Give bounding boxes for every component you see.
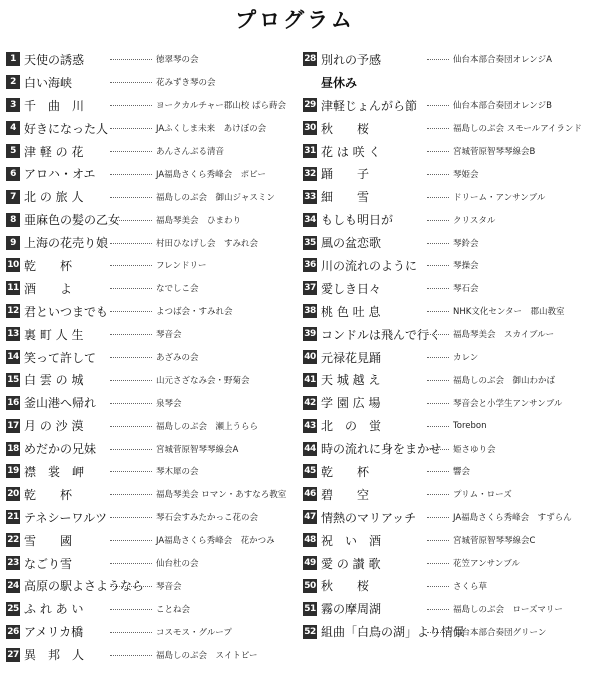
performer-group: カレン (453, 353, 479, 364)
song-title: 霧の摩周湖 (321, 602, 382, 617)
program-number-badge: 7 (6, 190, 20, 204)
song-title: 月 の 沙 漠 (24, 419, 84, 434)
program-item (6, 185, 296, 208)
dot-leader (427, 288, 449, 289)
dot-leader (110, 449, 152, 450)
dot-leader (110, 632, 152, 633)
program-number-badge: 31 (304, 146, 316, 156)
dot-leader (110, 311, 152, 312)
dot-leader (110, 220, 152, 221)
program-item (6, 529, 296, 552)
performer-group: 花みずき琴の会 (156, 78, 216, 89)
program-number-badge: 26 (7, 626, 19, 637)
program-list-left (6, 48, 296, 666)
dot-leader (427, 403, 449, 404)
song-title: アロハ・オエ (24, 167, 96, 182)
song-title: 津軽じょんがら節 (321, 98, 418, 113)
program-number-badge: 36 (304, 260, 316, 271)
song-title: 乾 杯 (24, 487, 73, 502)
program-number-badge: 8 (6, 213, 20, 227)
dot-leader (427, 265, 449, 266)
dot-leader (427, 334, 449, 335)
program-number-badge: 5 (6, 144, 20, 158)
program-number-badge: 41 (304, 374, 316, 385)
dot-leader (110, 265, 152, 266)
song-title: めだかの兄妹 (24, 442, 97, 457)
program-number-badge: 48 (304, 535, 316, 546)
dot-leader (427, 220, 449, 221)
program-item (6, 620, 296, 643)
dot-leader (427, 128, 449, 129)
program-number-badge: 42 (304, 397, 316, 408)
program-item (303, 368, 587, 391)
song-title: 秋 桜 (321, 121, 370, 136)
song-title: 祝 い 酒 (321, 533, 382, 548)
song-title: 襟 裳 岬 (24, 464, 85, 479)
program-item (6, 346, 296, 369)
dot-leader (427, 174, 449, 175)
program-number-badge: 10 (7, 260, 19, 271)
program-item (6, 94, 296, 117)
program-item (303, 254, 587, 277)
program-number-badge: 33 (304, 191, 316, 202)
song-title: 北 の 旅 人 (24, 190, 84, 205)
song-title: 秋 桜 (321, 579, 370, 594)
program-item (303, 162, 587, 185)
program-item (6, 460, 296, 483)
song-title: 笑って許して (24, 350, 97, 365)
performer-group: 琴音会 (156, 581, 182, 592)
song-title: アメリカ橋 (24, 625, 84, 640)
dot-leader (427, 517, 449, 518)
dot-leader (110, 471, 152, 472)
program-number-badge: 6 (6, 167, 20, 181)
dot-leader (110, 128, 152, 129)
program-item (6, 414, 296, 437)
program-item (303, 231, 587, 254)
program-number-badge: 15 (7, 374, 19, 385)
performer-group: JA福島さくら秀峰会 ポピー (156, 169, 266, 180)
program-number-badge: 1 (6, 52, 20, 66)
song-title: 雪 國 (24, 533, 73, 548)
performer-group: よつば会・すみれ会 (156, 307, 233, 318)
program-number-badge: 37 (304, 283, 316, 294)
program-item (6, 483, 296, 506)
song-title: 上海の花売り娘 (24, 236, 109, 251)
song-title: 花 は 咲 く (321, 144, 381, 159)
performer-group: 山元さざなみ会・野菊会 (156, 375, 250, 386)
program-item (6, 231, 296, 254)
program-item (303, 437, 587, 460)
program-number-badge: 43 (304, 420, 316, 431)
program-number-badge: 50 (304, 580, 316, 591)
song-title: 情熱のマリアッチ (321, 510, 417, 525)
dot-leader (110, 334, 152, 335)
song-title: 碧 空 (321, 487, 370, 502)
dot-leader (427, 59, 449, 60)
song-title: 天使の誘惑 (24, 52, 85, 67)
song-title: 愛しき日々 (321, 281, 382, 296)
song-title: 桃 色 吐 息 (321, 304, 381, 319)
performer-group: ドリーム・アンサンブル (453, 192, 546, 203)
program-item (6, 323, 296, 346)
song-title: 細 雪 (321, 190, 370, 205)
song-title: 異 邦 人 (24, 648, 85, 663)
performer-group: 福島琴美会 ロマン・あすなろ教室 (156, 490, 287, 501)
performer-group: 琴木犀の会 (156, 467, 199, 478)
performer-group: 村田ひなげし会 すみれ会 (156, 238, 259, 249)
performer-group: 琴鈴会 (453, 238, 479, 249)
dot-leader (110, 151, 152, 152)
program-item (303, 94, 587, 117)
performer-group: ヨークカルチャー郡山校 ぱら蒔会 (156, 101, 286, 112)
song-title: 亜麻色の髪の乙女 (24, 213, 121, 228)
program-number-badge: 32 (304, 168, 316, 179)
performer-group: 琴石会すみたかっこ花の会 (156, 513, 259, 524)
performer-group: あざみの会 (156, 353, 199, 364)
dot-leader (427, 540, 449, 541)
program-number-badge: 28 (304, 54, 316, 65)
program-item (6, 506, 296, 529)
program-number-badge: 34 (304, 214, 316, 225)
dot-leader (110, 288, 152, 289)
program-item (303, 117, 587, 140)
performer-group: 姫さゆり会 (453, 444, 496, 455)
program-number-badge: 27 (7, 649, 19, 660)
performer-group: 泉琴会 (156, 398, 182, 409)
program-number-badge: 20 (7, 489, 19, 500)
program-list-right (303, 48, 587, 643)
program-number-badge: 35 (304, 237, 316, 248)
song-title: 学 園 広 場 (321, 396, 381, 411)
song-title: 白 雲 の 城 (24, 373, 84, 388)
dot-leader (110, 197, 152, 198)
program-item (6, 117, 296, 140)
program-number-badge: 44 (304, 443, 316, 454)
program-item (6, 574, 296, 597)
song-title: 風の盆恋歌 (321, 236, 382, 251)
program-number-badge: 22 (7, 535, 19, 546)
dot-leader (110, 243, 152, 244)
dot-leader (427, 632, 449, 633)
dot-leader (110, 82, 152, 83)
performer-group: 福島しのぶ会 瀬上うらら (156, 421, 259, 432)
program-item (6, 48, 296, 71)
dot-leader (427, 151, 449, 152)
performer-group: JA福島さくら秀峰会 すずらん (453, 513, 572, 524)
program-number-badge: 49 (304, 558, 316, 569)
dot-leader (110, 563, 152, 564)
performer-group: あんさんぶる清音 (156, 147, 225, 157)
song-title: 乾 杯 (24, 258, 73, 273)
dot-leader (427, 449, 449, 450)
performer-group: 琴姫会 (453, 169, 479, 180)
lunch-break-label: 昼休み (321, 75, 358, 90)
dot-leader (110, 59, 152, 60)
program-item (6, 277, 296, 300)
performer-group: 響会 (453, 467, 471, 478)
song-title: 別れの予感 (321, 52, 382, 67)
performer-group: 仙台本部合奏団オレンジA (453, 55, 552, 66)
dot-leader (427, 243, 449, 244)
dot-leader (110, 105, 152, 106)
program-number-badge: 51 (304, 603, 316, 614)
dot-leader (427, 426, 449, 427)
program-number-badge: 24 (7, 580, 19, 591)
dot-leader (427, 563, 449, 564)
program-number-badge: 19 (7, 466, 19, 477)
performer-group: 仙台本部合奏団オレンジB (453, 101, 552, 112)
performer-group: プリム・ローズ (453, 490, 512, 501)
performer-group: 徳翠琴の会 (156, 55, 199, 66)
program-number-badge: 18 (7, 443, 19, 454)
program-item (6, 368, 296, 391)
song-title: 時の流れに身をまかせ (321, 442, 442, 457)
program-item (6, 391, 296, 414)
dot-leader (427, 494, 449, 495)
program-number-badge: 23 (7, 558, 19, 569)
performer-group: コスモス・グループ (156, 627, 232, 638)
song-title: コンドルは飛んで行く (321, 327, 442, 342)
dot-leader (427, 609, 449, 610)
performer-group: さくら草 (453, 581, 488, 592)
program-number-badge: 47 (304, 512, 316, 523)
performer-group: 仙台本部合奏団グリーン (453, 627, 547, 638)
program-item (6, 162, 296, 185)
program-item (6, 71, 296, 94)
song-title: テネシーワルツ (24, 510, 108, 525)
program-item (303, 620, 587, 643)
program-number-badge: 2 (6, 75, 20, 89)
dot-leader (427, 197, 449, 198)
performer-group: クリスタル (453, 215, 496, 226)
song-title: 白い海峡 (24, 75, 73, 90)
dot-leader (427, 105, 449, 106)
performer-group: 福島琴美会 スカイブルー (453, 330, 555, 341)
performer-group: ことね会 (156, 604, 191, 615)
song-title: ふ れ あ い (24, 602, 84, 617)
program-number-badge: 3 (6, 98, 20, 112)
program-item (303, 506, 587, 529)
song-title: 組曲「白鳥の湖」より情景 (321, 625, 466, 640)
program-item (303, 48, 587, 71)
performer-group: 福島しのぶ会 スイトピー (156, 650, 258, 661)
program-item (303, 552, 587, 575)
program-item (6, 208, 296, 231)
performer-group: 福島しのぶ会 御山わかば (453, 375, 556, 386)
song-title: 天 城 越 え (321, 373, 381, 388)
program-number-badge: 25 (7, 603, 19, 614)
song-title: 北 の 蛍 (321, 419, 382, 434)
performer-group: 琴操会 (453, 261, 479, 272)
song-title: なごり雪 (24, 556, 73, 571)
dot-leader (110, 517, 152, 518)
song-title: 裏 町 人 生 (24, 327, 84, 342)
performer-group: NHK文化センター 郡山教室 (453, 307, 565, 318)
program-number-badge: 12 (7, 306, 19, 317)
performer-group: 仙台杜の会 (156, 559, 199, 570)
program-number-badge: 21 (7, 512, 19, 523)
program-item (303, 414, 587, 437)
performer-group: 琴音会 (156, 330, 182, 341)
program-item (6, 254, 296, 277)
program-item (303, 185, 587, 208)
song-title: もしも明日が (321, 213, 394, 228)
dot-leader (110, 426, 152, 427)
dot-leader (110, 586, 152, 587)
performer-group: 琴音会と小学生アンサンブル (453, 398, 563, 409)
program-number-badge: 17 (7, 420, 19, 431)
performer-group: 琴石会 (453, 284, 479, 295)
program-item (303, 574, 587, 597)
song-title: 津 軽 の 花 (24, 144, 84, 159)
performer-group: 宮城菅原智琴琴線会C (453, 536, 536, 547)
page-title: プログラム (235, 7, 355, 32)
song-title: 元禄花見踊 (321, 350, 382, 365)
program-item (303, 483, 587, 506)
song-title: 川の流れのように (321, 258, 418, 273)
program-item (6, 597, 296, 620)
program-number-badge: 16 (7, 397, 19, 408)
program-item (303, 140, 587, 163)
dot-leader (110, 403, 152, 404)
program-number-badge: 46 (304, 489, 316, 500)
song-title: 千 曲 川 (24, 98, 85, 113)
program-number-badge: 4 (6, 121, 20, 135)
song-title: 愛 の 讃 歌 (321, 556, 381, 571)
program-item (303, 277, 587, 300)
program-item (303, 391, 587, 414)
performer-group: Torebon (453, 420, 487, 431)
song-title: 好きになった人 (24, 121, 109, 136)
program-number-badge: 11 (7, 283, 19, 294)
dot-leader (427, 311, 449, 312)
dot-leader (110, 380, 152, 381)
program-number-badge: 45 (304, 466, 316, 477)
dot-leader (427, 380, 449, 381)
program-number-badge: 13 (7, 329, 19, 340)
program-number-badge: 29 (304, 100, 316, 111)
dot-leader (427, 357, 449, 358)
program-item (303, 208, 587, 231)
program-number-badge: 38 (304, 306, 316, 317)
dot-leader (110, 174, 152, 175)
program-number-badge: 40 (304, 352, 316, 363)
performer-group: 福島しのぶ会 スモールアイランド (453, 124, 582, 135)
program-item (303, 300, 587, 323)
dot-leader (110, 494, 152, 495)
program-number-badge: 30 (304, 123, 316, 134)
program-number-badge: 14 (7, 352, 19, 363)
program-item (6, 140, 296, 163)
program-item (6, 643, 296, 666)
program-item (6, 552, 296, 575)
performer-group: 宮城菅原智琴琴線会B (453, 147, 536, 157)
song-title: 高原の駅よさようなら (24, 579, 145, 594)
performer-group: 福島しのぶ会 ローズマリー (453, 604, 563, 615)
program-item (6, 300, 296, 323)
program-item (6, 437, 296, 460)
song-title: 酒 よ (24, 281, 73, 296)
dot-leader (427, 586, 449, 587)
program-number-badge: 9 (6, 236, 20, 250)
program-item (303, 346, 587, 369)
dot-leader (110, 609, 152, 610)
dot-leader (427, 471, 449, 472)
performer-group: 福島琴美会 ひまわり (156, 215, 242, 226)
performer-group: 福島しのぶ会 御山ジャスミン (156, 192, 275, 203)
dot-leader (110, 357, 152, 358)
program-item (303, 597, 587, 620)
dot-leader (110, 655, 152, 656)
dot-leader (110, 540, 152, 541)
program-item (303, 323, 587, 346)
performer-group: フレンドリー (156, 261, 207, 272)
performer-group: 花笠アンサンブル (453, 559, 520, 570)
song-title: 乾 杯 (321, 464, 370, 479)
song-title: 釜山港へ帰れ (24, 396, 97, 411)
performer-group: 宮城菅原智琴琴線会A (156, 444, 239, 455)
program-number-badge: 39 (304, 329, 316, 340)
performer-group: なでしこ会 (156, 284, 199, 295)
program-number-badge: 52 (304, 626, 316, 637)
performer-group: JA福島さくら秀峰会 花かつみ (156, 536, 275, 547)
song-title: 踊 子 (321, 167, 370, 182)
lunch-break-row (303, 71, 587, 94)
program-item (303, 529, 587, 552)
song-title: 君といつまでも (24, 304, 109, 319)
performer-group: JAふくしま未来 あけぼの会 (156, 124, 267, 135)
program-item (303, 460, 587, 483)
